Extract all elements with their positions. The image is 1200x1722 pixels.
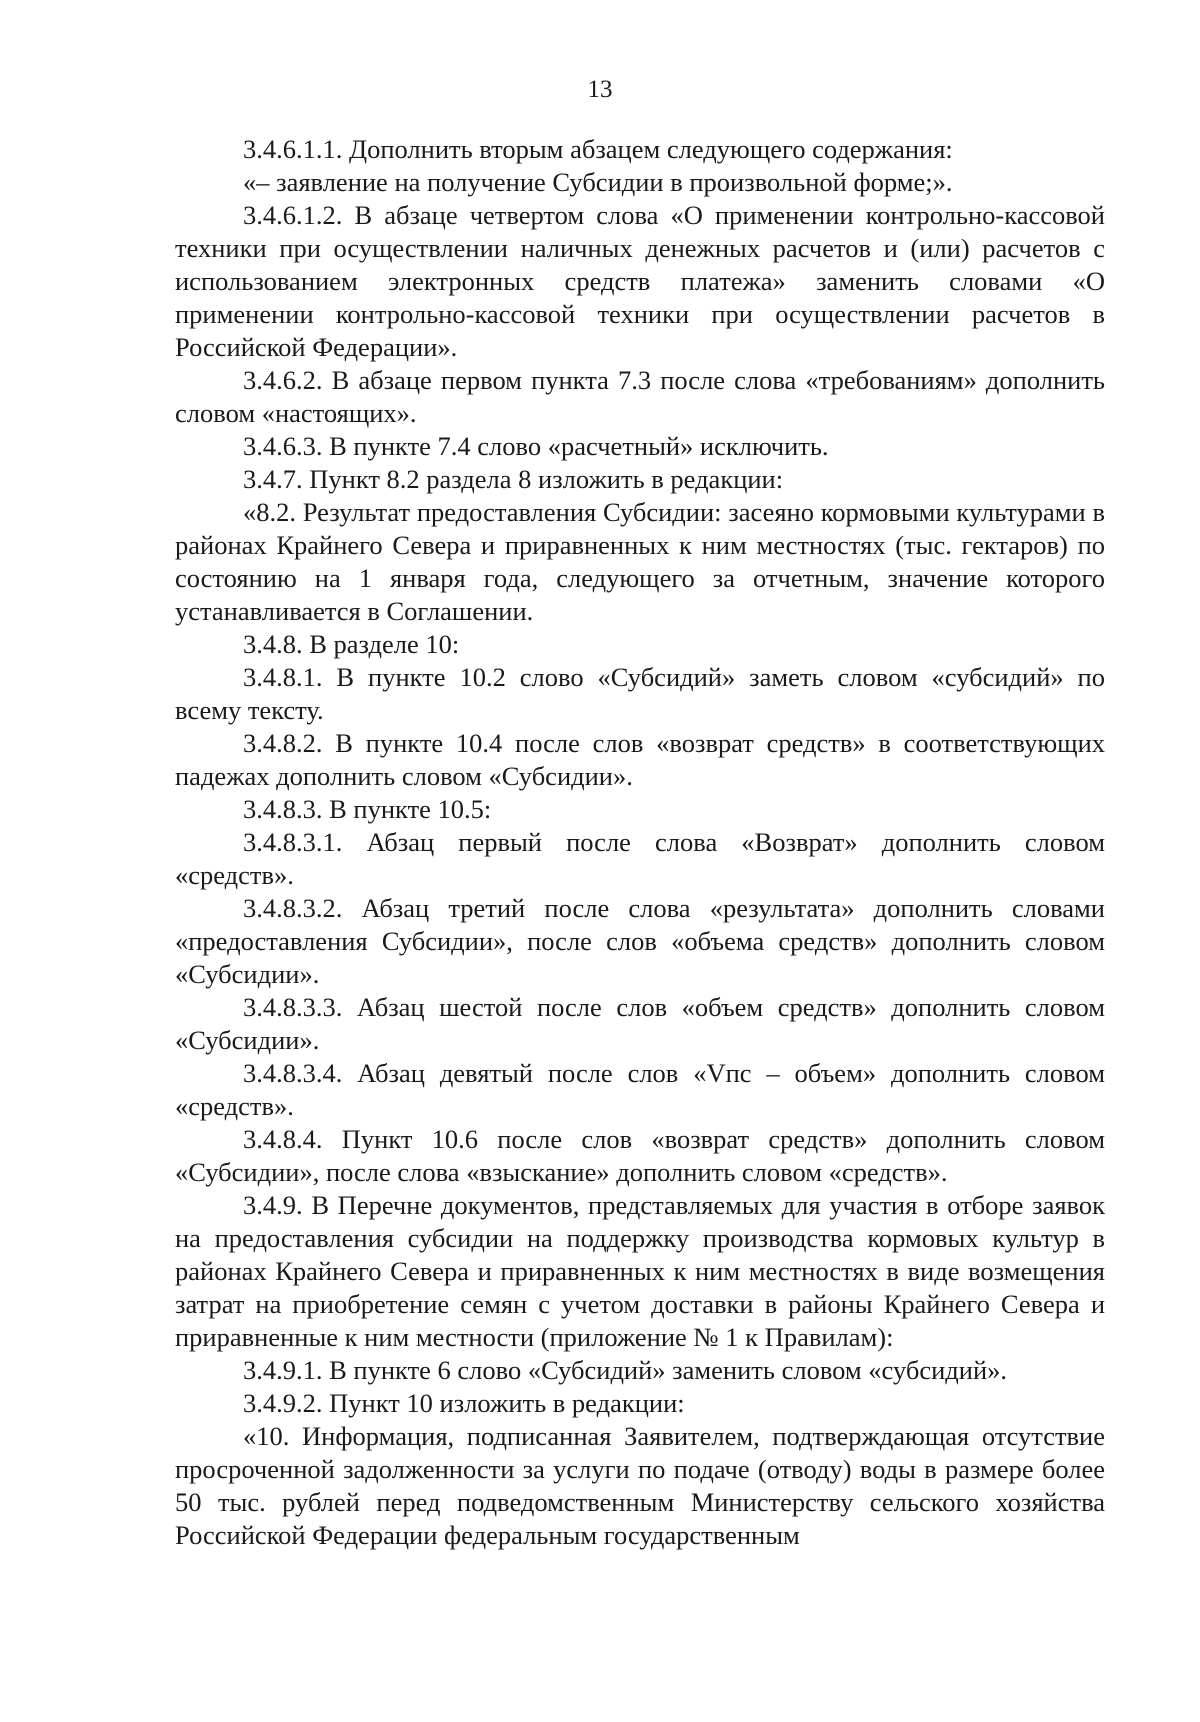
paragraph: 3.4.8.2. В пункте 10.4 после слов «возврат средств» в соответствующих падежах дополнить словом «Субсидии». [175, 728, 1105, 791]
paragraph: 3.4.6.1.1. Дополнить вторым абзацем следующего содержания: [243, 134, 953, 164]
paragraph: 3.4.7. Пункт 8.2 раздела 8 изложить в редакции: [243, 464, 784, 494]
paragraph: 3.4.6.1.2. В абзаце четвертом слова «О применении контрольно-кассовой техники при осуществлении наличных денежных расчетов и (или) расчетов с использованием электронных средств платежа» заменить словами «О применении контрольно-кассовой техники при осуществлении расчетов в Российской Федерации». [175, 200, 1105, 362]
paragraph: 3.4.9.1. В пункте 6 слово «Субсидий» заменить словом «субсидий». [243, 1355, 1007, 1385]
paragraph: 3.4.6.2. В абзаце первом пункта 7.3 после слова «требованиям» дополнить словом «настоящих». [175, 365, 1105, 428]
paragraph: «– заявление на получение Субсидии в произвольной форме;». [243, 167, 953, 197]
paragraph: 3.4.8.3.4. Абзац девятый после слов «Vпс – объем» дополнить словом «средств». [175, 1058, 1105, 1121]
paragraph: 3.4.8.1. В пункте 10.2 слово «Субсидий» заметь словом «субсидий» по всему тексту. [175, 662, 1105, 725]
page-number: 13 [587, 76, 613, 103]
paragraph: 3.4.8.4. Пункт 10.6 после слов «возврат средств» дополнить словом «Субсидии», после слова «взыскание» дополнить словом «средств». [175, 1124, 1105, 1187]
document-body [175, 133, 1105, 1552]
paragraph: 3.4.8.3. В пункте 10.5: [243, 794, 492, 824]
paragraph: 3.4.8. В разделе 10: [243, 629, 460, 659]
paragraph: «10. Информация, подписанная Заявителем, подтверждающая отсутствие просроченной задолженности за услуги по подаче (отводу) воды в размере более 50 тыс. рублей перед подведомственным Министерству сельского хозяйства Российской Федерации федеральным государственным [175, 1421, 1105, 1550]
paragraph: 3.4.8.3.1. Абзац первый после слова «Возврат» дополнить словом «средств». [175, 827, 1105, 890]
paragraph: 3.4.8.3.3. Абзац шестой после слов «объем средств» дополнить словом «Субсидии». [175, 992, 1105, 1055]
paragraph: 3.4.6.3. В пункте 7.4 слово «расчетный» исключить. [243, 431, 829, 461]
paragraph: «8.2. Результат предоставления Субсидии: засеяно кормовыми культурами в районах Крайнего Севера и приравненных к ним местностях (тыс. гектаров) по состоянию на 1 января года, следующего за отчетным, значение которого устанавливается в Соглашении. [175, 497, 1105, 626]
paragraph: 3.4.8.3.2. Абзац третий после слова «результата» дополнить словами «предоставления Субсидии», после слов «объема средств» дополнить словом «Субсидии». [175, 893, 1105, 989]
paragraph: 3.4.9.2. Пункт 10 изложить в редакции: [243, 1388, 685, 1418]
paragraph: 3.4.9. В Перечне документов, представляемых для участия в отборе заявок на предоставления субсидии на поддержку производства кормовых культур в районах Крайнего Севера и приравненных к ним местностях в виде возмещения затрат на приобретение семян с учетом доставки в районы Крайнего Севера и приравненные к ним местности (приложение № 1 к Правилам): [175, 1190, 1105, 1352]
